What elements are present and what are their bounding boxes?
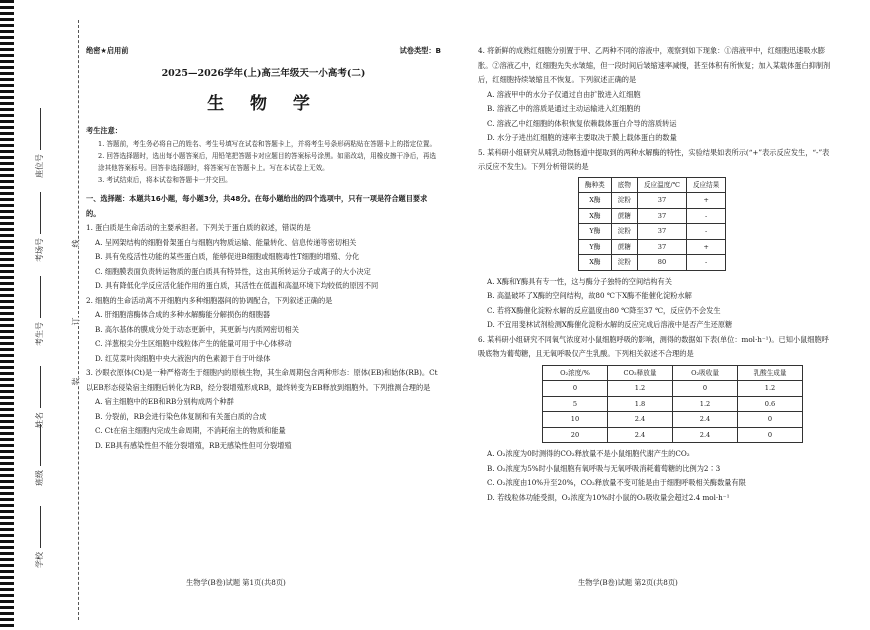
table-cell: 2.4 xyxy=(673,427,738,443)
option-a: A. X酶和Y酶具有专一性，这与酶分子独特的空间结构有关 xyxy=(487,276,672,286)
option-c: C. Ct在宿主细胞内完成生命周期，不消耗宿主的物质和能量 xyxy=(95,426,286,435)
candidate-info-column xyxy=(14,0,80,630)
option-c: C. 若将X酶催化淀粉水解的反应温度由80 ℃降至37 ℃，反应仍不会发生 xyxy=(487,305,721,315)
table-cell: 淀粉 xyxy=(611,224,637,240)
question-4 xyxy=(478,44,836,146)
school-field xyxy=(34,506,45,568)
table-cell: 蔗糖 xyxy=(611,208,637,224)
option-b: B. 具有免疫活性功能的某些蛋白质，能够促进B细胞或细胞毒性T细胞的增殖、分化 xyxy=(95,252,360,261)
page-1-footer: 生物学(B卷)试题 第1页(共8页) xyxy=(186,578,286,587)
option-d: D. 若线粒体功能受损，O₂浓度为10%时小鼠的O₂吸收量会超过2.4 mol·h⁻¹ xyxy=(487,492,730,502)
table-row xyxy=(579,224,726,240)
table-cell: 37 xyxy=(637,208,686,224)
option-b: B. 高温破坏了X酶的空间结构，故80 ℃下X酶不能催化淀粉水解 xyxy=(487,291,692,300)
page-1 xyxy=(86,44,441,453)
table-cell: 1.2 xyxy=(738,381,803,397)
table-cell: 2.4 xyxy=(608,427,673,443)
section-heading: 一、选择题：本题共16小题，每小题3分，共48分。在每小题给出的四个选项中，只有一项是符合题目要求的。 xyxy=(86,194,428,218)
binding-strip xyxy=(0,0,14,630)
option-c: C. 洋葱根尖分生区细胞中线粒体产生的能量可用于中心体移动 xyxy=(95,339,292,348)
table-row xyxy=(579,208,726,224)
option-d: D. 具有降低化学反应活化能作用的蛋白质，其活性在低温和高温环境下均较低的原因不同 xyxy=(95,281,379,290)
table-row xyxy=(579,255,726,271)
question-stem: 1. 蛋白质是生命活动的主要承担者。下列关于蛋白质的叙述，错误的是 xyxy=(86,223,311,232)
question-3 xyxy=(86,366,441,453)
table-row xyxy=(579,193,726,209)
option-a: A. 溶液甲中的水分子仅通过自由扩散进入红细胞 xyxy=(487,89,641,99)
school-label: 学校 xyxy=(35,552,44,568)
enzyme-table xyxy=(578,177,726,271)
table-header-cell: 反应温度/℃ xyxy=(637,177,686,193)
question-1 xyxy=(86,221,441,294)
table-row xyxy=(543,381,803,397)
page-2 xyxy=(478,44,836,505)
page-1-header xyxy=(86,44,441,59)
question-6 xyxy=(478,333,836,506)
page-2-footer: 生物学(B卷)试题 第2页(共8页) xyxy=(578,578,678,587)
table-row xyxy=(543,427,803,443)
table-cell: 80 xyxy=(637,255,686,271)
table-cell: 1.2 xyxy=(608,381,673,397)
table-cell: + xyxy=(686,193,725,209)
option-c: C. O₂浓度由10%升至20%，CO₂释放量不变可能是由于细胞呼吸相关酶数量有限 xyxy=(487,478,746,487)
seat-field xyxy=(34,108,45,178)
question-stem: 2. 细胞的生命活动离不开细胞内多种细胞器间的协调配合，下列叙述正确的是 xyxy=(86,295,333,305)
question-stem: 3. 沙眼衣原体(Ct)是一种严格寄生于细胞内的原核生物，其生命周期包含两种形态：原体(EB)和始体(RB)。Ct以EB形态侵染宿主细胞后转化为RB，经分裂增殖形成RB，最终转变为EB释放到细胞外。下列推测合理的是 xyxy=(86,368,438,392)
notice-title: 考生注意： xyxy=(86,125,122,135)
table-cell: 2.4 xyxy=(673,412,738,428)
table-header-cell: 底物 xyxy=(611,177,637,193)
notice-item: 1. 答题前，考生务必将自己的姓名、考生号填写在试卷和答题卡上，并将考生号条形码粘贴在答题卡上的指定位置。 xyxy=(98,140,437,148)
option-c: C. 溶液乙中红细胞的体积恢复依赖载体蛋白介导的溶质转运 xyxy=(487,118,677,128)
table-cell: X酶 xyxy=(579,255,612,271)
table-cell: 20 xyxy=(543,427,608,443)
question-stem: 6. 某科研小组研究不同氧气浓度对小鼠细胞呼吸的影响，测得的数据如下表(单位：mol·h⁻¹)。已知小鼠细胞呼吸底物为葡萄糖，且无氧呼吸仅产生乳酸。下列相关叙述不合理的是 xyxy=(478,334,829,358)
table-header-row xyxy=(543,365,803,381)
table-header-cell: O₂吸收量 xyxy=(673,365,738,381)
table-cell: 1.2 xyxy=(673,396,738,412)
paper-type: 试卷类型：B xyxy=(399,46,441,55)
table-cell: 37 xyxy=(637,239,686,255)
table-cell: + xyxy=(686,239,725,255)
table-header-cell: 酶种类 xyxy=(579,177,612,193)
table-cell: - xyxy=(686,208,725,224)
table-cell: X酶 xyxy=(579,193,612,209)
option-a: A. 肝细胞溶酶体合成的多种水解酶能分解损伤的细胞器 xyxy=(95,310,271,319)
table-row xyxy=(543,396,803,412)
table-cell: 淀粉 xyxy=(611,255,637,271)
table-cell: X酶 xyxy=(579,208,612,224)
table-cell: 0.6 xyxy=(738,396,803,412)
student-number-field xyxy=(34,276,45,346)
table-cell: 10 xyxy=(543,412,608,428)
option-d: D. EB具有感染性但不能分裂增殖，RB无感染性但可分裂增殖 xyxy=(95,440,292,450)
table-header-cell: 反应结果 xyxy=(686,177,725,193)
cut-mark-order: 订 xyxy=(71,317,81,326)
table-header-cell: 乳酸生成量 xyxy=(738,365,803,381)
table-cell: 2.4 xyxy=(608,412,673,428)
option-d: D. 水分子进出红细胞的速率主要取决于膜上载体蛋白的数量 xyxy=(487,133,677,142)
question-2 xyxy=(86,294,441,367)
option-a: A. 呈网架结构的细胞骨架蛋白与细胞内物质运输、能量转化、信息传递等密切相关 xyxy=(95,237,357,247)
table-cell: 5 xyxy=(543,396,608,412)
respiration-table xyxy=(542,365,803,444)
table-cell: 1.8 xyxy=(608,396,673,412)
table-cell: 0 xyxy=(543,381,608,397)
question-stem: 5. 某科研小组研究从哺乳动物肠道中提取到的两种水解酶的特性，实验结果如表所示(“+”表示反应发生，“-”表示反应不发生)。下列分析错误的是 xyxy=(478,147,830,171)
option-a: A. 宿主细胞中的EB和RB分别构成两个种群 xyxy=(95,397,234,406)
table-header-cell: CO₂释放量 xyxy=(608,365,673,381)
option-b: B. 分裂前，RB会进行染色体复制和有关蛋白质的合成 xyxy=(95,411,267,421)
option-d: D. 不宜用斐林试剂检测X酶催化淀粉水解的反应完成后溶液中是否产生还原糖 xyxy=(487,320,733,329)
name-field xyxy=(34,366,45,428)
exam-room-label: 考场号 xyxy=(35,238,44,262)
exam-room-field xyxy=(34,192,45,262)
seat-label: 座位号 xyxy=(35,154,44,178)
option-c: C. 细胞膜表面负责转运物质的蛋白质具有特异性，这由其所转运分子或离子的大小决定 xyxy=(95,266,371,276)
table-header-row xyxy=(579,177,726,193)
table-cell: Y酶 xyxy=(579,224,612,240)
name-label: 姓名 xyxy=(35,412,44,428)
student-number-label: 考生号 xyxy=(35,322,44,346)
cut-mark-line: 线 xyxy=(71,239,81,248)
option-b: B. O₂浓度为5%时小鼠细胞有氧呼吸与无氧呼吸消耗葡萄糖的比例为2∶3 xyxy=(487,463,721,473)
option-a: A. O₂浓度为0时测得的CO₂释放量不是小鼠细胞代谢产生的CO₂ xyxy=(487,449,690,458)
option-b: B. 溶液乙中的溶质是通过主动运输进入红细胞的 xyxy=(487,104,641,113)
table-cell: 0 xyxy=(673,381,738,397)
question-stem: 4. 将新鲜的成熟红细胞分别置于甲、乙两种不同的溶液中，观察到如下现象：①溶液甲中，红细胞迅速吸水膨胀。②溶液乙中，红细胞先失水皱缩，但一段时间后皱缩速率减慢，甚至体积有所恢复；加入某载体蛋白抑制剂后，红细胞持续皱缩且不恢复。下列叙述正确的是 xyxy=(478,46,831,84)
option-b: B. 高尔基体的膜成分处于动态更新中，其更新与内质网密切相关 xyxy=(95,324,299,334)
class-field xyxy=(34,424,45,486)
table-header-cell: O₂浓度/% xyxy=(543,365,608,381)
cut-mark-bind: 装 xyxy=(71,377,81,386)
class-label: 班级 xyxy=(35,470,44,486)
notice-item: 3. 考试结束后，将本试卷和答题卡一并交回。 xyxy=(98,176,232,184)
secret-mark: 绝密★启用前 xyxy=(86,46,129,55)
table-cell: 淀粉 xyxy=(611,193,637,209)
table-cell: 0 xyxy=(738,427,803,443)
table-cell: 37 xyxy=(637,193,686,209)
subject-title: 生 物 学 xyxy=(207,94,320,114)
option-d: D. 红苋菜叶肉细胞中央大液泡内的色素源于自于叶绿体 xyxy=(95,353,271,363)
table-cell: 0 xyxy=(738,412,803,428)
exam-title: 2025—2026学年(上)高三年级天一小高考(二) xyxy=(161,67,366,79)
notice-item: 2. 回答选择题时，选出每小题答案后，用铅笔把答题卡对应题目的答案标号涂黑。如需改动，用橡皮擦干净后，再选涂其他答案标号。回答非选择题时，将答案写在答题卡上。写在本试卷上无效。 xyxy=(98,152,437,172)
table-cell: 37 xyxy=(637,224,686,240)
table-cell: - xyxy=(686,224,725,240)
table-cell: - xyxy=(686,255,725,271)
table-row xyxy=(579,239,726,255)
table-row xyxy=(543,412,803,428)
table-cell: 蔗糖 xyxy=(611,239,637,255)
table-cell: Y酶 xyxy=(579,239,612,255)
question-5 xyxy=(478,146,836,333)
